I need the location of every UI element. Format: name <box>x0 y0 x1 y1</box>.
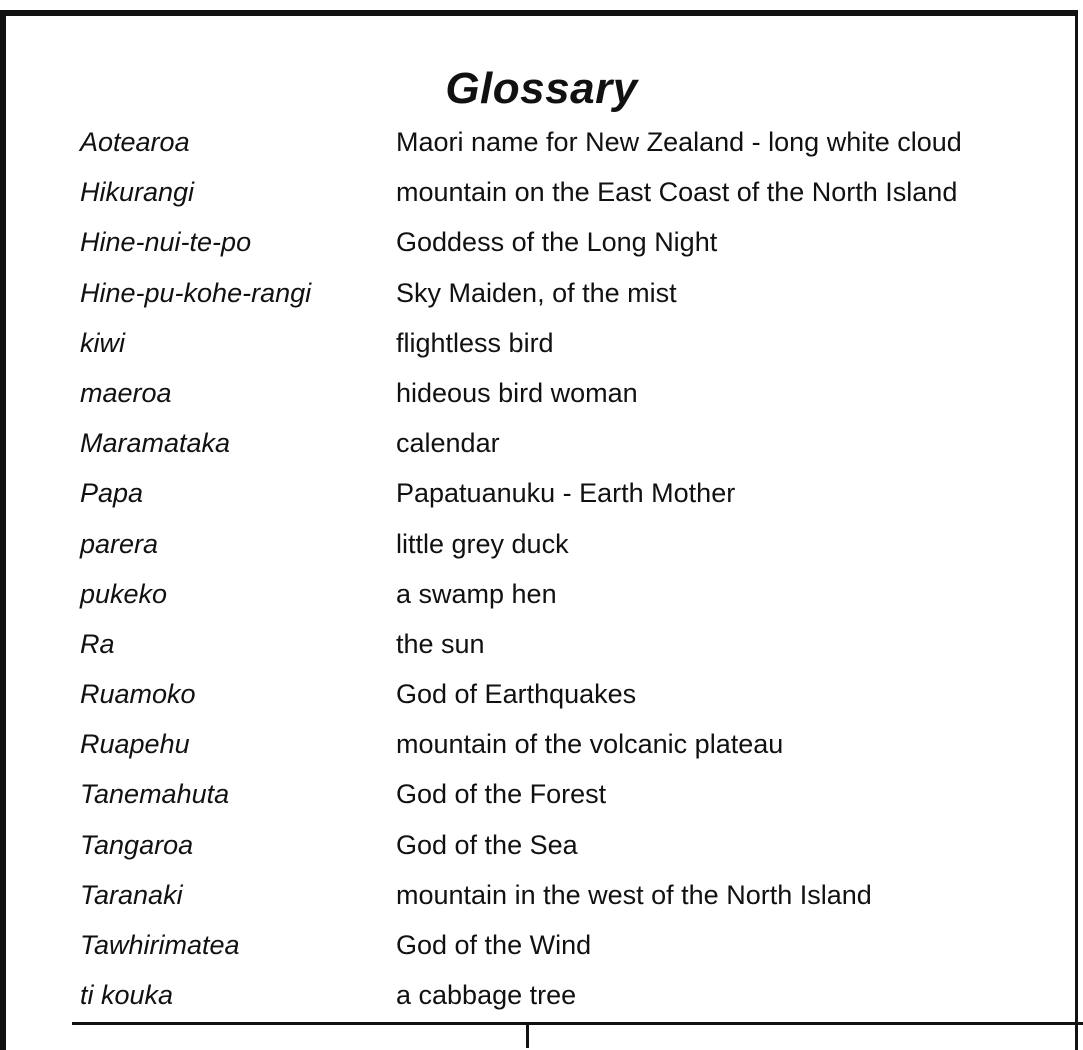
glossary-row <box>0 819 1083 869</box>
bottom-divider-tick <box>526 1022 529 1048</box>
glossary-term: Tanemahuta <box>80 779 230 810</box>
glossary-term: Ruapehu <box>80 729 190 760</box>
glossary-row <box>0 969 1083 1019</box>
glossary-row <box>0 467 1083 517</box>
glossary-term: Papa <box>80 478 144 509</box>
glossary-term: pukeko <box>80 578 168 609</box>
glossary-definition: calendar <box>396 428 500 459</box>
glossary-row <box>0 518 1083 568</box>
glossary-row <box>0 116 1083 166</box>
glossary-definition: Maori name for New Zealand - long white cloud <box>396 127 962 157</box>
glossary-term: parera <box>80 528 159 559</box>
glossary-definition: mountain of the volcanic plateau <box>396 729 784 760</box>
glossary-term: Ra <box>80 628 115 659</box>
glossary-list <box>0 116 1083 1019</box>
glossary-term: maeroa <box>80 377 172 408</box>
glossary-term: Hine-nui-te-po <box>80 227 252 258</box>
glossary-row <box>0 768 1083 818</box>
glossary-definition: Papatuanuku - Earth Mother <box>396 478 736 509</box>
glossary-definition: a cabbage tree <box>396 980 577 1011</box>
glossary-definition: God of the Wind <box>396 930 592 960</box>
glossary-definition: mountain in the west of the North Island <box>396 879 872 910</box>
glossary-row <box>0 367 1083 417</box>
glossary-definition: Goddess of the Long Night <box>396 227 718 258</box>
glossary-row <box>0 869 1083 919</box>
glossary-term: Aotearoa <box>80 127 190 157</box>
glossary-term: ti kouka <box>80 980 174 1011</box>
glossary-definition: a swamp hen <box>396 578 557 609</box>
glossary-definition: the sun <box>396 628 485 659</box>
glossary-definition: God of Earthquakes <box>396 679 637 710</box>
glossary-row <box>0 668 1083 718</box>
glossary-term: Hikurangi <box>80 177 195 208</box>
bottom-divider <box>72 1022 1083 1025</box>
glossary-definition: flightless bird <box>396 327 554 358</box>
glossary-definition: God of the Sea <box>396 829 578 860</box>
glossary-definition: hideous bird woman <box>396 377 638 408</box>
glossary-term: Ruamoko <box>80 679 196 710</box>
glossary-row <box>0 718 1083 768</box>
glossary-term: Taranaki <box>80 879 183 910</box>
glossary-definition: mountain on the East Coast of the North Island <box>396 177 958 208</box>
glossary-row <box>0 417 1083 467</box>
glossary-definition: Sky Maiden, of the mist <box>396 277 677 308</box>
glossary-term: Tawhirimatea <box>80 930 240 960</box>
glossary-row <box>0 317 1083 367</box>
glossary-row <box>0 216 1083 266</box>
glossary-term: Tangaroa <box>80 829 194 860</box>
page-title: Glossary <box>445 64 638 114</box>
glossary-row <box>0 618 1083 668</box>
glossary-row <box>0 919 1083 969</box>
glossary-definition: little grey duck <box>396 528 569 559</box>
glossary-row <box>0 267 1083 317</box>
glossary-definition: God of the Forest <box>396 779 607 810</box>
glossary-row <box>0 568 1083 618</box>
glossary-term: Hine-pu-kohe-rangi <box>80 277 312 308</box>
glossary-term: Maramataka <box>80 428 231 459</box>
glossary-row <box>0 166 1083 216</box>
glossary-term: kiwi <box>80 327 125 358</box>
